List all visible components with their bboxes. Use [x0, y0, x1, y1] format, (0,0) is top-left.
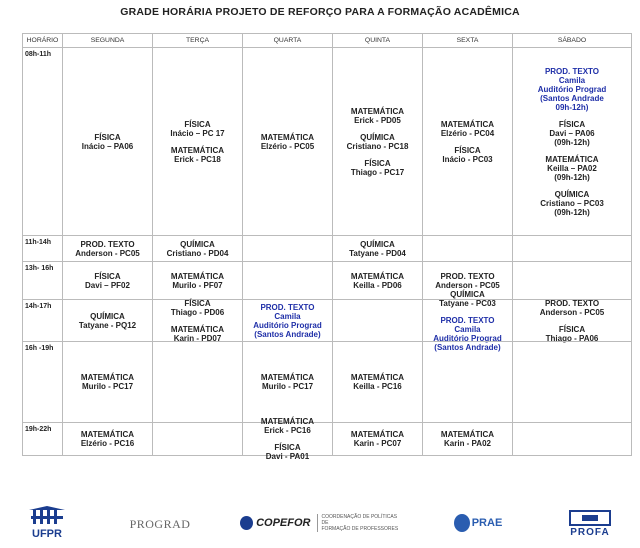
- schedule-cell: [332, 299, 422, 341]
- class-entry: [546, 325, 599, 343]
- class-entry: [441, 120, 494, 138]
- subject-label: QUÍMICA: [554, 189, 590, 199]
- schedule-cell: [242, 299, 332, 341]
- entry-detail: Auditório Prograd: [253, 320, 322, 330]
- entry-detail: Davi – PA06: [549, 128, 595, 138]
- entry-detail: Keilla – PA02: [547, 163, 597, 173]
- class-entry: [347, 133, 409, 151]
- time-slot-label: 19h-22h: [22, 422, 62, 456]
- schedule-cell: [242, 341, 332, 422]
- subject-label: MATEMÁTICA: [350, 106, 405, 116]
- class-entry: [351, 159, 404, 177]
- entry-detail: Karin - PA02: [444, 439, 491, 448]
- entry-detail: (09h-12h): [554, 207, 590, 217]
- subject-label: MATEMÁTICA: [260, 373, 315, 382]
- entry-detail: Elzério - PC16: [80, 439, 135, 448]
- subject-label: MATEMÁTICA: [350, 271, 405, 281]
- class-entry: [85, 272, 130, 290]
- logo-bar: [0, 500, 640, 544]
- subject-label: MATEMÁTICA: [170, 324, 225, 334]
- column-header: HORÁRIO: [22, 33, 62, 47]
- schedule-cell: [62, 235, 152, 261]
- column-header: TERÇA: [152, 33, 242, 47]
- entry-detail: Auditório Prograd: [433, 333, 502, 343]
- entry-detail: Murilo - PC17: [261, 382, 314, 391]
- schedule-cell: [242, 417, 332, 461]
- entry-detail: Elzério - PC05: [260, 141, 315, 151]
- class-entry: [540, 299, 604, 317]
- subject-label: MATEMÁTICA: [260, 132, 315, 142]
- schedule-cell: [332, 422, 422, 456]
- entry-detail: Erick - PC18: [174, 154, 221, 164]
- profa-logo: PROFA: [555, 504, 625, 542]
- subject-label: MATEMÁTICA: [80, 430, 135, 439]
- schedule-cell: [332, 235, 422, 261]
- schedule-cell: [422, 341, 512, 422]
- class-entry: [170, 120, 224, 138]
- schedule-cell: [62, 341, 152, 422]
- entry-detail: Davi – PF02: [85, 280, 130, 290]
- column-header: SEGUNDA: [62, 33, 152, 47]
- subject-label: MATEMÁTICA: [170, 145, 225, 155]
- profa-mark-icon: [568, 509, 612, 527]
- subject-label: MATEMÁTICA: [80, 373, 135, 382]
- entry-detail: Murilo - PC17: [81, 382, 134, 391]
- class-entry: [349, 240, 406, 258]
- time-slot-label: 11h-14h: [22, 235, 62, 261]
- class-entry: [266, 443, 309, 461]
- subject-label: QUÍMICA: [360, 132, 395, 142]
- subject-label: FÍSICA: [454, 145, 481, 155]
- entry-detail: Auditório Prograd: [537, 84, 607, 94]
- subject-label: MATEMÁTICA: [440, 119, 495, 129]
- entry-detail: Tatyane - PD04: [349, 248, 406, 258]
- schedule-cell: [422, 289, 512, 352]
- class-entry: [171, 272, 224, 290]
- subject-label: PROD. TEXTO: [544, 66, 600, 76]
- class-entry: [545, 155, 598, 182]
- entry-detail: (09h-12h): [554, 137, 590, 147]
- schedule-cell: [152, 235, 242, 261]
- entry-detail: Anderson - PC05: [435, 280, 500, 290]
- class-entry: [351, 107, 404, 125]
- entry-detail: Cristiano - PD04: [166, 248, 229, 258]
- entry-detail: Camila: [558, 75, 586, 85]
- entry-detail: Elzério - PC04: [440, 128, 495, 138]
- entry-detail: Anderson - PC05: [539, 307, 605, 317]
- subject-label: PROD. TEXTO: [544, 298, 600, 308]
- entry-detail: Karin - PD07: [173, 333, 222, 343]
- entry-detail: Inácio – PC 17: [170, 128, 225, 138]
- entry-detail: Thiago - PC17: [350, 167, 405, 177]
- class-entry: [261, 133, 314, 151]
- entry-detail: Camila: [274, 311, 301, 321]
- schedule-cell: [422, 422, 512, 456]
- entry-detail: Tatyane - PC03: [439, 298, 496, 308]
- entry-detail: Erick - PC16: [264, 426, 311, 435]
- class-entry: [351, 430, 404, 448]
- subject-label: FÍSICA: [94, 132, 121, 142]
- entry-detail: Tatyane - PQ12: [78, 320, 137, 330]
- class-entry: [81, 373, 134, 391]
- class-entry: [435, 272, 499, 290]
- page-title: GRADE HORÁRIA PROJETO DE REFORÇO PARA A FORMAÇÃO ACADÊMICA: [120, 6, 520, 18]
- subject-label: PROD. TEXTO: [260, 302, 315, 312]
- entry-detail: Murilo - PF07: [172, 280, 223, 290]
- schedule-cell: [512, 299, 632, 341]
- class-entry: [351, 272, 404, 290]
- copefor-globe-icon: [240, 516, 253, 530]
- schedule-cell: [422, 235, 512, 261]
- subject-label: MATEMÁTICA: [350, 430, 405, 439]
- class-entry: [167, 240, 229, 258]
- entry-detail: Inácio - PC03: [442, 154, 493, 164]
- ufpr-logo: UFPR: [22, 504, 72, 542]
- entry-detail: Keilla - PC16: [353, 382, 402, 391]
- class-entry: [261, 373, 314, 391]
- entry-detail: Keilla - PD06: [353, 280, 402, 290]
- class-entry: [171, 325, 224, 343]
- entry-detail: Thiago - PA06: [545, 333, 599, 343]
- subject-label: MATEMÁTICA: [545, 154, 599, 164]
- column-header: QUINTA: [332, 33, 422, 47]
- entry-detail: Anderson - PC05: [75, 248, 140, 258]
- subject-label: MATEMÁTICA: [260, 417, 315, 426]
- class-entry: [81, 430, 134, 448]
- schedule-cell: [62, 299, 152, 341]
- copefor-logo: COPEFOR COORDENAÇÃO DE POLÍTICAS DE FORMAÇÃO DE PROFESSORES: [240, 508, 400, 538]
- schedule-cell: [512, 341, 632, 422]
- schedule-cell: [152, 422, 242, 456]
- class-entry: [82, 133, 133, 151]
- class-entry: [538, 67, 606, 112]
- class-entry: [171, 299, 224, 317]
- prae-logo: PRAE: [448, 506, 508, 540]
- subject-label: FÍSICA: [184, 298, 211, 308]
- entry-detail: (Santos Andrade): [434, 342, 501, 352]
- schedule-cell: [152, 47, 242, 235]
- class-entry: [549, 120, 594, 147]
- time-slot-label: 14h-17h: [22, 299, 62, 341]
- schedule-cell: [62, 261, 152, 299]
- subject-label: PROD. TEXTO: [80, 239, 135, 249]
- subject-label: PROD. TEXTO: [440, 271, 495, 281]
- subject-label: MATEMÁTICA: [170, 271, 225, 281]
- entry-detail: Cristiano - PC18: [346, 141, 409, 151]
- subject-label: FÍSICA: [364, 158, 391, 168]
- schedule-table: [22, 33, 632, 485]
- subject-label: QUÍMICA: [90, 311, 125, 321]
- class-entry: [253, 303, 321, 339]
- entry-detail: Davi - PA01: [265, 452, 310, 461]
- ufpr-emblem-icon: [27, 506, 67, 528]
- class-entry: [171, 146, 224, 164]
- prograd-logo: PROGRAD: [129, 516, 191, 531]
- entry-detail: (09h-12h): [554, 172, 590, 182]
- class-entry: [351, 373, 404, 391]
- schedule-cell: [62, 47, 152, 235]
- schedule-cell: [512, 235, 632, 261]
- class-entry: [441, 430, 494, 448]
- time-slot-label: 16h -19h: [22, 341, 62, 422]
- entry-detail: Inácio – PA06: [81, 141, 134, 151]
- entry-detail: Karin - PC07: [353, 439, 402, 448]
- entry-detail: Camila: [454, 324, 481, 334]
- schedule-cell: [152, 261, 242, 299]
- class-entry: [439, 290, 496, 308]
- entry-detail: Cristiano – PC03: [540, 198, 604, 208]
- entry-detail: 09h-12h): [555, 102, 589, 112]
- schedule-cell: [512, 47, 632, 235]
- schedule-cell: [332, 261, 422, 299]
- subject-label: QUÍMICA: [450, 289, 485, 299]
- schedule-cell: [62, 422, 152, 456]
- schedule-cell: [332, 47, 422, 235]
- entry-detail: Thiago - PD06: [170, 307, 225, 317]
- schedule-cell: [332, 341, 422, 422]
- subject-label: MATEMÁTICA: [440, 430, 495, 439]
- schedule-cell: [242, 261, 332, 299]
- class-entry: [261, 417, 314, 435]
- subject-label: MATEMÁTICA: [350, 373, 405, 382]
- subject-label: QUÍMICA: [360, 239, 395, 249]
- subject-label: FÍSICA: [184, 119, 211, 129]
- subject-label: FÍSICA: [274, 443, 301, 452]
- schedule-cell: [242, 235, 332, 261]
- schedule-cell: [512, 422, 632, 456]
- column-header: SÁBADO: [512, 33, 632, 47]
- time-slot-label: 08h-11h: [22, 47, 62, 235]
- class-entry: [540, 190, 604, 217]
- column-header: SEXTA: [422, 33, 512, 47]
- prae-figure-icon: [454, 514, 470, 532]
- column-header: QUARTA: [242, 33, 332, 47]
- entry-detail: (Santos Andrade: [540, 93, 604, 103]
- subject-label: FÍSICA: [558, 119, 586, 129]
- schedule-cell: [152, 341, 242, 422]
- class-entry: [79, 312, 136, 330]
- entry-detail: (Santos Andrade): [254, 329, 321, 339]
- class-entry: [442, 146, 492, 164]
- schedule-cell: [512, 261, 632, 299]
- entry-detail: Erick - PD05: [354, 115, 401, 125]
- subject-label: PROD. TEXTO: [440, 315, 495, 325]
- subject-label: FÍSICA: [94, 271, 121, 281]
- subject-label: FÍSICA: [558, 324, 586, 334]
- schedule-cell: [422, 47, 512, 235]
- subject-label: QUÍMICA: [180, 239, 215, 249]
- schedule-cell: [242, 47, 332, 235]
- time-slot-label: 13h- 16h: [22, 261, 62, 299]
- schedule-cell: [152, 299, 242, 341]
- class-entry: [75, 240, 139, 258]
